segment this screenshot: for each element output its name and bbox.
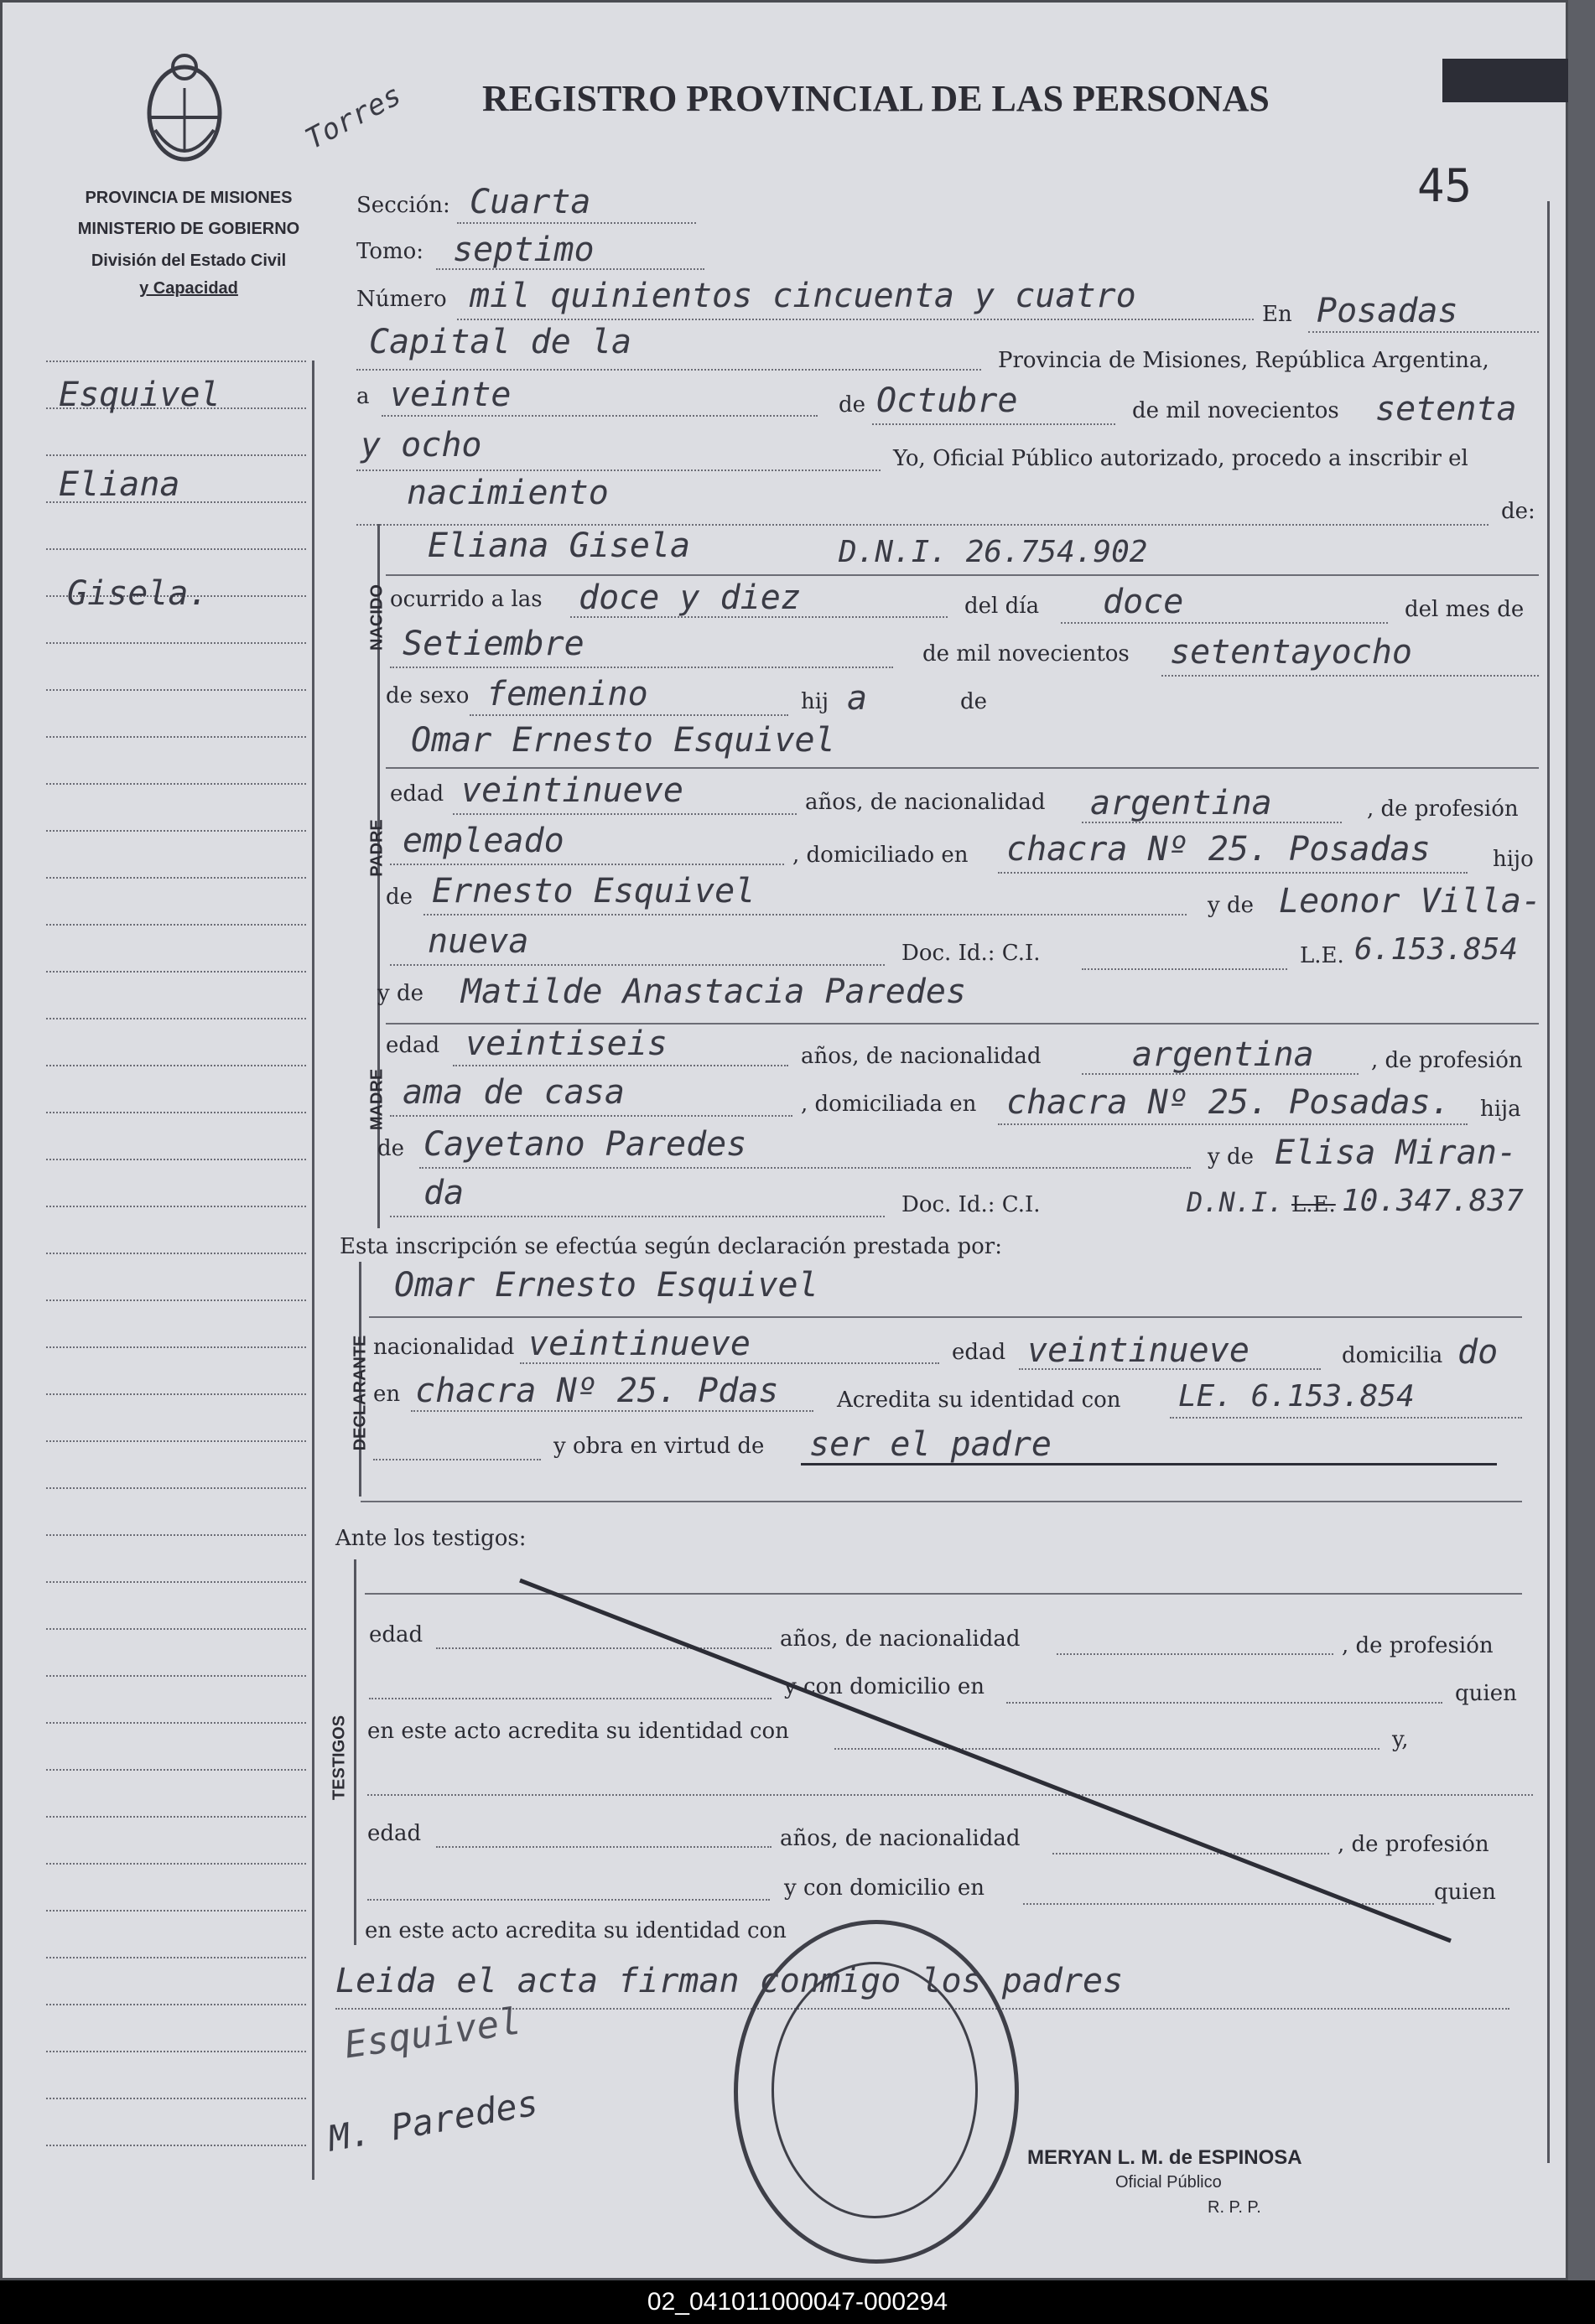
padre-le-value: 6.153.854 bbox=[1354, 932, 1519, 967]
en-value: Posadas bbox=[1317, 292, 1458, 330]
org-line-2: MINISTERIO DE GOBIERNO bbox=[77, 220, 300, 238]
sidebar-ruled-line bbox=[46, 1675, 306, 1677]
testigos-intro: Ante los testigos: bbox=[335, 1526, 527, 1551]
sidebar-ruled-line bbox=[46, 783, 306, 785]
sidebar-ruled-line bbox=[46, 924, 306, 926]
official-stamp bbox=[734, 1920, 1019, 2264]
testigos-edad2-label: edad bbox=[367, 1821, 422, 1846]
dia-value: veinte bbox=[390, 376, 512, 414]
page-number: 45 bbox=[1417, 159, 1473, 212]
nacido-anio-value: setentayocho bbox=[1170, 633, 1412, 672]
padre-le-label: L.E. bbox=[1300, 943, 1344, 968]
nacido-dni: D.N.I. 26.754.902 bbox=[839, 535, 1148, 569]
declarante-nac-value: veintinueve bbox=[528, 1325, 751, 1363]
testigos-edad-label: edad bbox=[369, 1622, 423, 1647]
testigos-prof-label: , de profesión bbox=[1342, 1633, 1494, 1658]
madre-section-label: MADRE bbox=[367, 1068, 387, 1131]
sidebar-ruled-line bbox=[46, 1816, 306, 1818]
sidebar-ruled-line bbox=[46, 971, 306, 973]
madre-edad-value: veintiseis bbox=[465, 1025, 668, 1063]
padre-de-label: de bbox=[386, 884, 413, 910]
padre-dom-label: , domiciliado en bbox=[792, 843, 969, 868]
padre-y-de-label: y de bbox=[1208, 893, 1254, 918]
madre-dom-value: chacra Nº 25. Posadas. bbox=[1006, 1083, 1451, 1122]
declarante-obra-label: y obra en virtud de bbox=[553, 1434, 765, 1459]
sidebar-name-1: Eliana bbox=[59, 465, 180, 504]
declarante-obra-value: ser el padre bbox=[809, 1425, 1052, 1464]
hora-value: doce y diez bbox=[579, 578, 801, 617]
testigos-prof2-label: , de profesión bbox=[1338, 1832, 1489, 1857]
sidebar-ruled-line bbox=[46, 1065, 306, 1066]
padre-padre-de: Ernesto Esquivel bbox=[432, 872, 756, 910]
madre-y-de-label: y de bbox=[377, 981, 423, 1006]
seccion-label: Sección: bbox=[356, 193, 450, 218]
anio-value-2: y ocho bbox=[361, 426, 482, 464]
margin-annotation: Torres bbox=[299, 78, 408, 157]
officer-org: R. P. P. bbox=[1208, 2198, 1261, 2217]
leida-text: Leida el acta firman conmigo los padres bbox=[335, 1962, 1124, 2000]
sidebar-ruled-line bbox=[46, 877, 306, 879]
sidebar-divider bbox=[312, 361, 314, 2180]
madre-dom-label: , domiciliada en bbox=[801, 1092, 977, 1117]
padre-nombre: Omar Ernesto Esquivel bbox=[411, 721, 835, 760]
coat-of-arms-icon bbox=[138, 46, 231, 172]
sidebar-ruled-line bbox=[46, 1863, 306, 1865]
madre-de-label: de bbox=[377, 1136, 405, 1161]
sidebar-ruled-line bbox=[46, 2004, 306, 2005]
padre-edad-value: veintinueve bbox=[461, 771, 683, 810]
testigos-acredita2-label: en este acto acredita su identidad con bbox=[365, 1918, 787, 1943]
sidebar-ruled-line bbox=[46, 1534, 306, 1536]
redaction-block bbox=[1442, 59, 1568, 102]
nacido-de-label: de bbox=[960, 689, 988, 714]
sidebar-ruled-line bbox=[46, 1957, 306, 1958]
sidebar-ruled-line bbox=[46, 2145, 306, 2146]
sidebar-ruled-line bbox=[46, 1018, 306, 1019]
testigos-y-label: y, bbox=[1392, 1727, 1409, 1752]
declarante-acredita-label: Acredita su identidad con bbox=[837, 1388, 1121, 1413]
dia-nacido-value: doce bbox=[1103, 583, 1184, 621]
sidebar-ruled-line bbox=[46, 361, 306, 362]
archive-code: 02_041011000047-000294 bbox=[0, 2280, 1595, 2324]
org-line-3: División del Estado Civil bbox=[91, 252, 287, 270]
del-mes-label: del mes de bbox=[1405, 597, 1525, 622]
signature-1: Esquivel bbox=[341, 2000, 524, 2067]
padre-nac-label: años, de nacionalidad bbox=[805, 790, 1046, 815]
padre-hijo-label: hijo bbox=[1493, 847, 1534, 872]
madre-le-label: L.E. bbox=[1291, 1192, 1336, 1217]
declarante-dom-value: do bbox=[1457, 1333, 1499, 1372]
padre-prof-value: empleado bbox=[403, 822, 564, 860]
madre-madre-de: Elisa Miran- bbox=[1275, 1133, 1517, 1172]
sidebar-ruled-line bbox=[46, 642, 306, 644]
padre-section-label: PADRE bbox=[367, 819, 387, 877]
sidebar-ruled-line bbox=[46, 1581, 306, 1583]
padre-madre-de-2: nueva bbox=[428, 922, 529, 961]
madre-y-de2-label: y de bbox=[1208, 1144, 1254, 1170]
madre-hija-label: hija bbox=[1480, 1097, 1521, 1122]
del-dia-label: del día bbox=[964, 594, 1040, 619]
padre-dom-value: chacra Nº 25. Posadas bbox=[1006, 830, 1431, 869]
provincia-text: Provincia de Misiones, República Argentina, bbox=[998, 348, 1489, 373]
de-label-2: de: bbox=[1501, 499, 1535, 524]
madre-edad-label: edad bbox=[386, 1033, 440, 1058]
anio-label: de mil novecientos bbox=[1132, 398, 1339, 423]
a-label: a bbox=[356, 384, 370, 409]
padre-madre-de: Leonor Villa- bbox=[1279, 882, 1542, 921]
sidebar-ruled-line bbox=[46, 1769, 306, 1771]
sidebar-ruled-line bbox=[46, 1487, 306, 1489]
signature-2: M. Paredes bbox=[325, 2082, 542, 2160]
sidebar-ruled-line bbox=[46, 2051, 306, 2052]
sidebar-ruled-line bbox=[46, 2098, 306, 2099]
padre-prof-label: , de profesión bbox=[1367, 796, 1519, 822]
testigos-nac2-label: años, de nacionalidad bbox=[780, 1826, 1021, 1851]
officer-name: MERYAN L. M. de ESPINOSA bbox=[1027, 2146, 1302, 2169]
nacido-nombre: Eliana Gisela bbox=[428, 527, 691, 565]
madre-nac-value: argentina bbox=[1132, 1035, 1314, 1074]
madre-doc-label: Doc. Id.: C.I. bbox=[901, 1192, 1041, 1217]
en-label: En bbox=[1262, 302, 1292, 327]
declarante-nac-label: nacionalidad bbox=[373, 1335, 515, 1360]
declarante-en-label: en bbox=[373, 1382, 401, 1407]
madre-prof-label: , de profesión bbox=[1371, 1048, 1523, 1073]
numero-value: mil quinientos cincuenta y cuatro bbox=[470, 277, 1136, 315]
testigos-section-label: TESTIGOS bbox=[330, 1714, 349, 1801]
declarante-intro: Esta inscripción se efectúa según declaración prestada por: bbox=[340, 1234, 1002, 1259]
page-right-border bbox=[1547, 201, 1550, 2163]
declarante-edad-value: veintinueve bbox=[1027, 1331, 1250, 1370]
sidebar-ruled-line bbox=[46, 1253, 306, 1254]
padre-edad-label: edad bbox=[390, 781, 444, 807]
madre-nombre: Matilde Anastacia Paredes bbox=[461, 973, 967, 1011]
seccion-value: Cuarta bbox=[470, 183, 591, 221]
capital-value: Capital de la bbox=[369, 323, 632, 361]
sidebar-surname: Esquivel bbox=[59, 376, 221, 414]
page-title: REGISTRO PROVINCIAL DE LAS PERSONAS bbox=[482, 78, 1270, 119]
mes-value: Octubre bbox=[876, 381, 1018, 420]
testigos-nac-label: años, de nacionalidad bbox=[780, 1626, 1021, 1652]
sidebar-ruled-line bbox=[46, 1722, 306, 1724]
nacido-section-label: NACIDO bbox=[367, 584, 387, 651]
de-label: de bbox=[839, 392, 866, 418]
oficial-text: Yo, Oficial Público autorizado, procedo a inscribir el bbox=[893, 446, 1468, 471]
sexo-label: de sexo bbox=[386, 683, 470, 708]
officer-title: Oficial Público bbox=[1115, 2173, 1222, 2192]
sidebar-name-2: Gisela. bbox=[67, 574, 209, 613]
anio-value: setenta bbox=[1375, 390, 1517, 428]
declarante-en-value: chacra Nº 25. Pdas bbox=[415, 1372, 779, 1410]
hij-value: a bbox=[847, 679, 868, 718]
madre-madre-de-2: da bbox=[423, 1174, 465, 1212]
testigos-acredita-label: en este acto acredita su identidad con bbox=[367, 1719, 789, 1744]
sidebar-ruled-line bbox=[46, 548, 306, 550]
sidebar-ruled-line bbox=[46, 1910, 306, 1912]
org-line-4: y Capacidad bbox=[139, 279, 238, 298]
testigos-quien2-label: quien bbox=[1434, 1880, 1496, 1905]
testigos-dom2-label: y con domicilio en bbox=[784, 1875, 985, 1901]
testigos-bracket bbox=[354, 1559, 356, 1945]
madre-le-value: 10.347.837 bbox=[1342, 1184, 1524, 1218]
acto-value: nacimiento bbox=[407, 474, 609, 512]
madre-padre-de: Cayetano Paredes bbox=[423, 1125, 747, 1164]
sidebar-ruled-line bbox=[46, 1206, 306, 1207]
strike-through-line bbox=[503, 1559, 1468, 1945]
sidebar-ruled-line bbox=[46, 830, 306, 832]
declarante-acredita-value: LE. 6.153.854 bbox=[1178, 1379, 1415, 1414]
org-line-1: PROVINCIA DE MISIONES bbox=[85, 189, 293, 207]
sidebar-ruled-line bbox=[46, 1159, 306, 1160]
sidebar-ruled-line bbox=[46, 1628, 306, 1630]
mes-nacido-value: Setiembre bbox=[403, 625, 584, 663]
madre-nac-label: años, de nacionalidad bbox=[801, 1044, 1042, 1069]
nacido-anio-label: de mil novecientos bbox=[922, 641, 1130, 667]
declarante-dom-label: domicilia bbox=[1342, 1343, 1443, 1368]
padre-nac-value: argentina bbox=[1090, 784, 1272, 822]
padre-doc-label: Doc. Id.: C.I. bbox=[901, 941, 1041, 966]
hij-label: hij bbox=[801, 689, 829, 714]
sidebar-ruled-line bbox=[46, 1299, 306, 1301]
madre-prof-value: ama de casa bbox=[403, 1073, 625, 1112]
sidebar-ruled-line bbox=[46, 1440, 306, 1442]
sidebar-ruled-line bbox=[46, 736, 306, 738]
declarante-section-label: DECLARANTE bbox=[351, 1335, 370, 1451]
madre-dni-value: D.N.I. bbox=[1187, 1186, 1284, 1218]
tomo-label: Tomo: bbox=[356, 239, 424, 264]
tomo-value: septimo bbox=[453, 231, 595, 269]
sidebar-ruled-line bbox=[46, 1393, 306, 1395]
testigos-quien-label: quien bbox=[1455, 1681, 1517, 1706]
sidebar-ruled-line bbox=[46, 454, 306, 456]
sidebar-ruled-line bbox=[46, 1346, 306, 1348]
testigos-dom-label: y con domicilio en bbox=[784, 1674, 985, 1699]
sidebar-ruled-line bbox=[46, 1112, 306, 1113]
declarante-nombre: Omar Ernesto Esquivel bbox=[394, 1266, 818, 1305]
ocurrido-label: ocurrido a las bbox=[390, 587, 543, 612]
sidebar-ruled-line bbox=[46, 689, 306, 691]
numero-label: Número bbox=[356, 287, 447, 312]
sexo-value: femenino bbox=[486, 675, 648, 713]
declarante-edad-label: edad bbox=[952, 1340, 1006, 1365]
